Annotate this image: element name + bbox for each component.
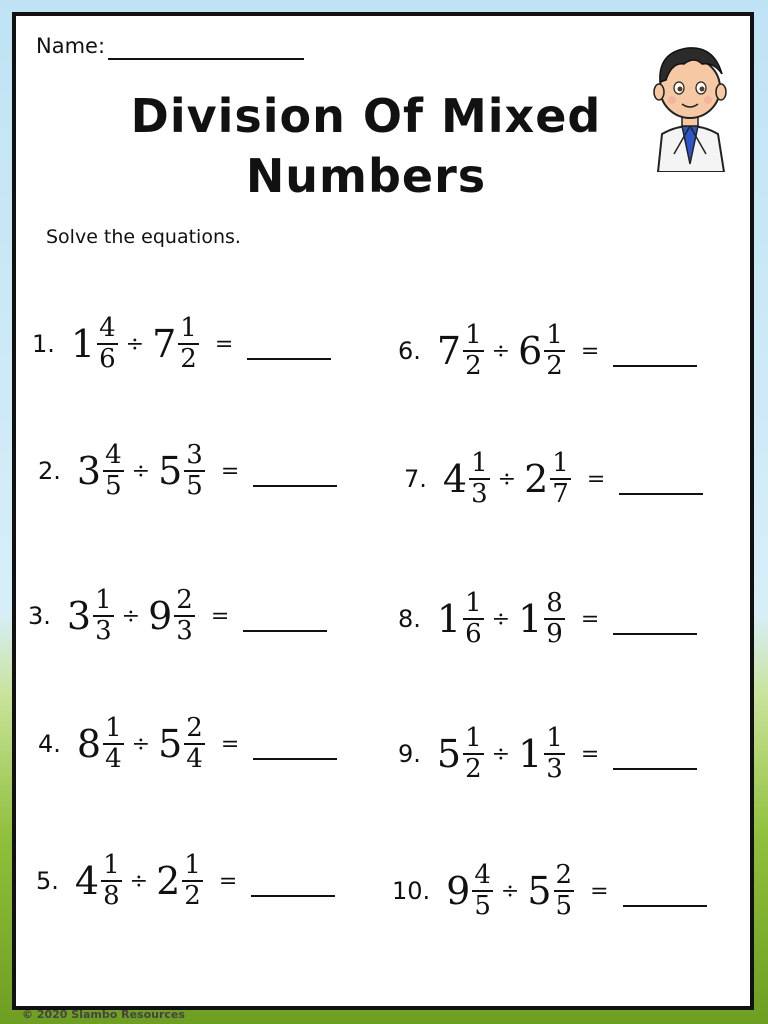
dividend xyxy=(75,851,122,910)
fraction xyxy=(472,861,493,920)
title-line-2: Numbers xyxy=(245,149,487,203)
whole-number: 8 xyxy=(76,722,102,766)
whole-number: 5 xyxy=(527,869,552,913)
problem-number: 10. xyxy=(392,877,431,905)
equals-sign: = xyxy=(586,466,606,492)
whole-number: 1 xyxy=(518,732,543,776)
divide-sign: ÷ xyxy=(129,868,149,894)
denominator: 5 xyxy=(474,891,491,921)
fraction xyxy=(463,589,484,648)
name-field-line[interactable] xyxy=(108,58,304,60)
whole-number: 9 xyxy=(148,594,173,638)
dividend xyxy=(443,449,490,508)
dividend xyxy=(77,441,124,500)
fraction xyxy=(103,714,124,773)
problem-9 xyxy=(398,709,697,799)
equals-sign: = xyxy=(580,606,600,632)
whole-number: 5 xyxy=(158,722,183,766)
problem-number: 1. xyxy=(32,330,55,358)
denominator: 2 xyxy=(465,351,482,381)
divisor xyxy=(158,714,205,773)
divide-sign: ÷ xyxy=(131,731,151,757)
denominator: 2 xyxy=(180,344,197,374)
equals-sign: = xyxy=(214,331,234,357)
numerator: 2 xyxy=(186,713,203,744)
name-label: Name: xyxy=(36,34,106,58)
divide-sign: ÷ xyxy=(491,606,511,632)
divisor xyxy=(518,589,565,648)
whole-number: 3 xyxy=(76,449,102,493)
fraction xyxy=(101,851,122,910)
answer-blank[interactable] xyxy=(243,608,327,632)
whole-number: 1 xyxy=(518,597,543,641)
divide-sign: ÷ xyxy=(497,466,517,492)
equals-sign: = xyxy=(220,458,240,484)
denominator: 4 xyxy=(105,744,122,774)
denominator: 4 xyxy=(186,744,203,774)
whole-number: 3 xyxy=(66,594,92,638)
divisor xyxy=(158,441,205,500)
problem-2 xyxy=(38,426,337,516)
fraction xyxy=(469,449,490,508)
divisor xyxy=(518,724,565,783)
fraction xyxy=(550,449,571,508)
denominator: 5 xyxy=(186,471,203,501)
denominator: 6 xyxy=(99,344,116,374)
divide-sign: ÷ xyxy=(491,338,511,364)
dividend xyxy=(437,321,484,380)
equals-sign: = xyxy=(590,878,609,904)
equals-sign: = xyxy=(580,338,600,364)
numerator: 4 xyxy=(99,313,116,344)
numerator: 1 xyxy=(184,850,201,881)
denominator: 3 xyxy=(95,616,112,646)
problem-number: 6. xyxy=(398,337,421,365)
denominator: 3 xyxy=(176,616,193,646)
whole-number: 6 xyxy=(518,329,543,373)
denominator: 6 xyxy=(465,619,482,649)
answer-blank[interactable] xyxy=(251,873,335,897)
fraction xyxy=(544,589,565,648)
equals-sign: = xyxy=(220,731,240,757)
fraction xyxy=(97,314,118,373)
denominator: 5 xyxy=(555,891,573,921)
dividend xyxy=(77,714,124,773)
problem-number: 7. xyxy=(404,465,427,493)
whole-number: 7 xyxy=(152,322,177,366)
whole-number: 9 xyxy=(446,869,471,913)
problem-3 xyxy=(28,571,327,661)
numerator: 1 xyxy=(546,320,563,351)
denominator: 3 xyxy=(546,754,563,784)
numerator: 4 xyxy=(105,440,122,471)
denominator: 5 xyxy=(105,471,122,501)
whole-number: 2 xyxy=(156,859,181,903)
numerator: 1 xyxy=(95,585,112,616)
problem-10 xyxy=(392,846,707,936)
answer-blank[interactable] xyxy=(613,611,697,635)
denominator: 7 xyxy=(552,479,569,509)
numerator: 4 xyxy=(474,860,491,891)
fraction xyxy=(103,441,124,500)
whole-number: 4 xyxy=(74,859,100,903)
numerator: 1 xyxy=(103,850,120,881)
numerator: 1 xyxy=(552,448,569,479)
numerator: 1 xyxy=(465,320,482,351)
fraction xyxy=(178,314,199,373)
whole-number: 1 xyxy=(436,597,462,641)
divisor xyxy=(518,321,565,380)
dividend xyxy=(67,586,114,645)
scientist-boy-icon xyxy=(644,34,736,172)
problem-number: 9. xyxy=(398,740,421,768)
fraction xyxy=(174,586,195,645)
numerator: 1 xyxy=(546,723,563,754)
answer-blank[interactable] xyxy=(253,463,337,487)
equals-sign: = xyxy=(580,741,600,767)
title-line-1: Division Of Mixed xyxy=(130,89,602,143)
dividend xyxy=(437,724,484,783)
divide-sign: ÷ xyxy=(500,878,520,904)
copyright-footer: © 2020 Slambo Resources xyxy=(22,1008,185,1021)
problem-5 xyxy=(36,836,335,926)
answer-blank[interactable] xyxy=(253,736,337,760)
numerator: 1 xyxy=(465,588,482,619)
denominator: 8 xyxy=(103,881,120,911)
whole-number: 4 xyxy=(442,457,468,501)
equals-sign: = xyxy=(210,603,230,629)
problem-4 xyxy=(38,699,337,789)
divisor xyxy=(524,449,571,508)
fraction xyxy=(463,724,484,783)
divisor xyxy=(148,586,195,645)
fraction xyxy=(93,586,114,645)
numerator: 1 xyxy=(180,313,197,344)
problem-6 xyxy=(398,306,697,396)
problem-7 xyxy=(404,434,703,524)
problem-number: 4. xyxy=(38,730,61,758)
fraction xyxy=(184,441,205,500)
numerator: 8 xyxy=(546,588,563,619)
page-title xyxy=(86,86,646,206)
divide-sign: ÷ xyxy=(121,603,141,629)
dividend xyxy=(446,861,493,920)
divisor xyxy=(527,861,574,920)
problem-1 xyxy=(32,299,331,389)
instructions: Solve the equations. xyxy=(46,226,241,248)
fraction xyxy=(184,714,205,773)
problem-8 xyxy=(398,574,697,664)
divide-sign: ÷ xyxy=(125,331,145,357)
denominator: 2 xyxy=(465,754,482,784)
numerator: 2 xyxy=(555,860,573,891)
fraction xyxy=(554,861,575,920)
whole-number: 7 xyxy=(436,329,462,373)
fraction xyxy=(544,321,565,380)
numerator: 1 xyxy=(465,723,482,754)
whole-number: 5 xyxy=(158,449,183,493)
dividend xyxy=(437,589,484,648)
fraction xyxy=(544,724,565,783)
denominator: 2 xyxy=(546,351,563,381)
numerator: 1 xyxy=(471,448,488,479)
numerator: 2 xyxy=(176,585,193,616)
denominator: 3 xyxy=(471,479,488,509)
whole-number: 5 xyxy=(436,732,462,776)
problem-number: 3. xyxy=(28,602,51,630)
denominator: 9 xyxy=(546,619,563,649)
numerator: 1 xyxy=(105,713,122,744)
answer-blank[interactable] xyxy=(613,746,697,770)
whole-number: 2 xyxy=(524,457,549,501)
divide-sign: ÷ xyxy=(491,741,511,767)
fraction xyxy=(182,851,203,910)
dividend xyxy=(71,314,118,373)
answer-blank[interactable] xyxy=(619,471,703,495)
numerator: 3 xyxy=(186,440,203,471)
fraction xyxy=(463,321,484,380)
problem-number: 2. xyxy=(38,457,61,485)
problem-number: 8. xyxy=(398,605,421,633)
answer-blank[interactable] xyxy=(623,883,707,907)
problem-number: 5. xyxy=(36,867,59,895)
worksheet xyxy=(12,12,754,1010)
denominator: 2 xyxy=(184,881,201,911)
equals-sign: = xyxy=(218,868,238,894)
answer-blank[interactable] xyxy=(613,343,697,367)
whole-number: 1 xyxy=(70,322,96,366)
divisor xyxy=(152,314,199,373)
divide-sign: ÷ xyxy=(131,458,151,484)
answer-blank[interactable] xyxy=(247,336,331,360)
divisor xyxy=(156,851,203,910)
